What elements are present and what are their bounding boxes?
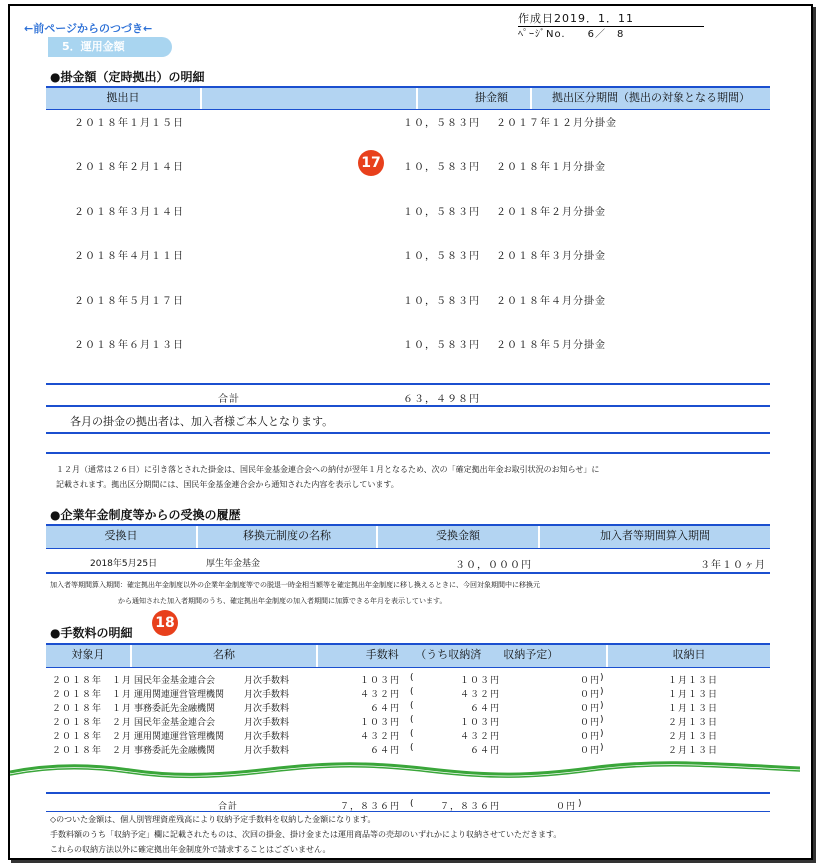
divider — [46, 792, 770, 794]
col-header: 受換金額 — [378, 526, 540, 548]
divider — [46, 572, 770, 574]
fee-name: 事務委託先金融機関 — [134, 746, 216, 756]
contrib-title: ●掛金額（定時拠出）の明細 — [50, 70, 205, 84]
fees-total-paid: ７，８３６円 — [439, 802, 500, 812]
fee-paren: ) — [600, 715, 605, 725]
transfer-note: から通知された加入者期間のうち、確定拠出年金制度の加入者期間に加算できる年月を表示しています。 — [118, 597, 447, 605]
col-header: 収納日 — [672, 648, 706, 661]
fees-total-fee: ７，８３６円 — [339, 802, 400, 812]
fee-type: 月次手数料 — [244, 732, 290, 742]
fee-paren: ( — [410, 701, 415, 711]
col-header: 名称 — [132, 645, 318, 667]
payer-note: 各月の掛金の拠出者は、加入者様ご本人となります。 — [70, 415, 334, 428]
fee-paren: ( — [410, 687, 415, 697]
fee-paren: ) — [600, 729, 605, 739]
contrib-period: ２０１８年２月分掛金 — [496, 207, 606, 218]
fees-note: 手数料額のうち「収納予定」欄に記載されたものは、次回の掛金、掛け金または運用商品等の売却のいずれかにより収納させていただきます。 — [50, 830, 562, 839]
fee-date: ２月１３日 — [668, 718, 719, 728]
fee-paid: １０３円 — [459, 676, 500, 686]
fee-due: ０円 — [579, 746, 600, 756]
transfer-title: ●企業年金制度等からの受換の履歴 — [50, 508, 241, 522]
col-header: 対象月 — [46, 645, 132, 667]
fee-name: 運用関連運営管理機関 — [134, 690, 225, 700]
fee-paid: １０３円 — [459, 718, 500, 728]
fee-amount: ４３２円 — [359, 732, 400, 742]
contrib-date: ２０１８年３月１４日 — [74, 207, 184, 218]
fee-date: ２月１３日 — [668, 732, 719, 742]
contrib-period: ２０１８年１月分掛金 — [496, 162, 606, 173]
col-header: 拠出日 — [46, 88, 202, 109]
fee-due: ０円 — [579, 690, 600, 700]
section-tab: 5．運用金額 — [48, 37, 172, 57]
contrib-header — [46, 86, 770, 110]
fee-paid: ６４円 — [469, 746, 500, 756]
fee-name: 国民年金基金連合会 — [134, 676, 216, 686]
col-header: 移換元制度の名称 — [198, 526, 378, 548]
contrib-amount: １０，５８３円 — [403, 340, 480, 351]
fee-month: ２０１８年 １月 — [52, 676, 133, 686]
divider — [46, 432, 770, 434]
col-header: 加入者等期間算入期間 — [600, 529, 710, 542]
annotation-marker-18: 18 — [152, 610, 178, 636]
fees-total-label: 合計 — [218, 802, 239, 812]
fee-paid: ４３２円 — [459, 732, 500, 742]
fee-month: ２０１８年 １月 — [52, 704, 133, 714]
fee-paren: ) — [600, 701, 605, 711]
creation-date: 作成日2019．1．11 — [518, 10, 704, 27]
transfer-amount: ３０，０００円 — [455, 560, 532, 571]
fee-date: ２月１３日 — [668, 746, 719, 756]
fees-rows — [46, 673, 770, 763]
fee-paren: ) — [600, 743, 605, 753]
contrib-period: ２０１８年３月分掛金 — [496, 251, 606, 262]
fee-due: ０円 — [579, 704, 600, 714]
col-header — [202, 88, 418, 109]
annotation-marker-17: 17 — [358, 150, 384, 176]
contrib-date: ２０１８年２月１４日 — [74, 162, 184, 173]
contrib-date: ２０１８年４月１１日 — [74, 251, 184, 262]
transfer-header — [46, 524, 770, 549]
fee-type: 月次手数料 — [244, 676, 290, 686]
fees-header — [46, 643, 770, 668]
contrib-amount: １０，５８３円 — [403, 251, 480, 262]
contrib-amount: １０，５８３円 — [403, 207, 480, 218]
fee-due: ０円 — [579, 732, 600, 742]
col-header: 受換日 — [46, 526, 198, 548]
fee-name: 運用関連運営管理機関 — [134, 732, 225, 742]
fee-paren: ( — [410, 799, 415, 809]
fee-amount: ６４円 — [369, 746, 400, 756]
transfer-date: 2018年5月25日 — [90, 559, 158, 569]
contrib-amount: １０，５８３円 — [403, 118, 480, 129]
fee-amount: １０３円 — [359, 676, 400, 686]
contrib-total-value: ６３，４９８円 — [403, 394, 480, 405]
transfer-note: 加入者等期間算入期間：確定拠出年金制度以外の企業年金制度等での脱退一時金相当額等を確定拠出年金制度に移し換えるときに、今回対象期間中に移換元 — [50, 581, 540, 589]
fee-due: ０円 — [579, 718, 600, 728]
fee-paid: ６４円 — [469, 704, 500, 714]
fee-month: ２０１８年 １月 — [52, 690, 133, 700]
divider — [46, 811, 770, 812]
prev-page-link[interactable]: ←前ページからのつづき← — [24, 22, 153, 35]
contrib-date: ２０１８年６月１３日 — [74, 340, 184, 351]
page-number: ﾍﾟｰｼﾞNo. 6／ 8 — [518, 29, 625, 40]
contrib-date: ２０１８年１月１５日 — [74, 118, 184, 129]
fee-date: １月１３日 — [668, 704, 719, 714]
contrib-period: ２０１８年４月分掛金 — [496, 296, 606, 307]
divider — [46, 383, 770, 385]
fee-paren: ) — [600, 687, 605, 697]
fee-amount: ６４円 — [369, 704, 400, 714]
torn-edge-wave — [10, 760, 800, 780]
fees-note: ◇のついた金額は、個人別管理資産残高により収納予定手数料を収納した金額になります。 — [50, 815, 376, 824]
fee-paren: ) — [600, 673, 605, 683]
fee-name: 国民年金基金連合会 — [134, 718, 216, 728]
col-header: 掛金額 — [418, 88, 532, 109]
fee-type: 月次手数料 — [244, 746, 290, 756]
fee-due: ０円 — [579, 676, 600, 686]
fee-amount: １０３円 — [359, 718, 400, 728]
fee-paren: ) — [578, 799, 583, 809]
contrib-footnote: 記載されます。拠出区分期間には、国民年金基金連合会から通知された内容を表示しています。 — [56, 480, 399, 489]
divider — [46, 452, 770, 454]
col-header: 手数料 （うち収納済 収納予定） — [318, 645, 608, 667]
fee-name: 事務委託先金融機関 — [134, 704, 216, 714]
fee-type: 月次手数料 — [244, 718, 290, 728]
fee-type: 月次手数料 — [244, 690, 290, 700]
fee-month: ２０１８年 ２月 — [52, 732, 133, 742]
fee-date: １月１３日 — [668, 676, 719, 686]
fee-amount: ４３２円 — [359, 690, 400, 700]
contrib-date: ２０１８年５月１７日 — [74, 296, 184, 307]
contrib-period: ２０１８年５月分掛金 — [496, 340, 606, 351]
transfer-name: 厚生年金基金 — [206, 559, 261, 569]
fee-month: ２０１８年 ２月 — [52, 746, 133, 756]
fee-paid: ４３２円 — [459, 690, 500, 700]
contrib-footnote: １２月（通常は２６日）に引き落とされた掛金は、国民年金基金連合会への納付が翌年１月となるため、次の「確定拠出年金お取引状況のお知らせ」に — [56, 465, 600, 474]
contrib-total-label: 合計 — [218, 394, 240, 405]
fee-paren: ( — [410, 729, 415, 739]
fee-month: ２０１８年 ２月 — [52, 718, 133, 728]
contrib-period: ２０１７年１２月分掛金 — [496, 118, 617, 129]
fee-paren: ( — [410, 743, 415, 753]
fee-paren: ( — [410, 673, 415, 683]
fee-paren: ( — [410, 715, 415, 725]
divider — [46, 405, 770, 407]
contrib-amount: １０，５８３円 — [403, 162, 480, 173]
fee-type: 月次手数料 — [244, 704, 290, 714]
contrib-amount: １０，５８３円 — [403, 296, 480, 307]
fees-note: これらの収納方法以外に確定拠出年金制度外で請求することはございません。 — [50, 845, 331, 854]
fee-date: １月１３日 — [668, 690, 719, 700]
transfer-period: ３年１０ヶ月 — [700, 560, 766, 571]
col-header: 拠出区分期間（拠出の対象となる期間） — [552, 91, 750, 104]
fees-total-due: ０円 — [555, 802, 576, 812]
fees-title: ●手数料の明細 — [50, 626, 133, 640]
